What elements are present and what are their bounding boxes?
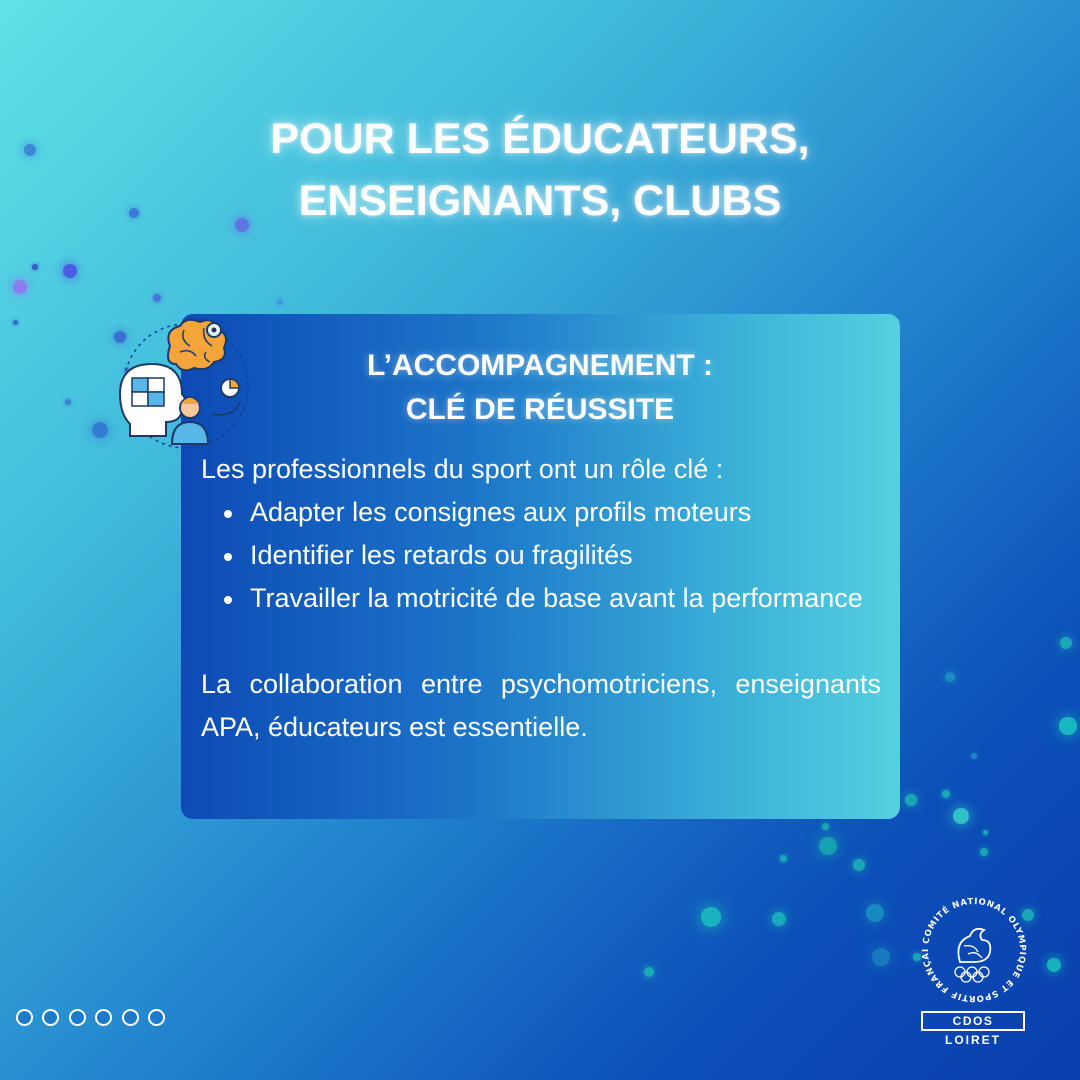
decorative-dot [905, 794, 917, 806]
decorative-dot [872, 948, 890, 966]
decorative-dot [644, 967, 654, 977]
card-intro: Les professionnels du sport ont un rôle clé : [201, 454, 724, 484]
bullet-item: Adapter les consignes aux profils moteurs [201, 491, 881, 534]
decorative-dot [819, 837, 837, 855]
decorative-dot [822, 823, 829, 830]
card-body [201, 448, 881, 749]
card-heading-line-1: L’ACCOMPAGNEMENT : [366, 349, 714, 382]
decorative-dot [1047, 958, 1061, 972]
puzzle-head-icon [120, 364, 186, 436]
page-title-line-2: ENSEIGNANTS, CLUBS [298, 177, 782, 225]
bullet-list [201, 491, 881, 620]
decorative-dot [13, 280, 27, 294]
decorative-dot [780, 855, 787, 862]
gear-icon [207, 323, 221, 337]
pagination-dot[interactable] [42, 1009, 59, 1026]
decorative-dot [866, 904, 884, 922]
pagination-dot[interactable] [69, 1009, 86, 1026]
card-heading [180, 344, 900, 432]
decorative-dot [971, 753, 977, 759]
decorative-dot [153, 294, 161, 302]
decorative-dot [945, 672, 955, 682]
decorative-dot [1060, 637, 1072, 649]
page-title-line-1: POUR LES ÉDUCATEURS, [270, 115, 810, 163]
decorative-dot [942, 790, 950, 798]
decorative-dot [953, 808, 969, 824]
decorative-dot [13, 320, 18, 325]
decorative-dot [980, 848, 988, 856]
card-closing: La collaboration entre psychomotriciens, enseignants APA, éducateurs est essentielle. [201, 669, 881, 742]
decorative-dot [853, 859, 865, 871]
decorative-dot [701, 907, 721, 927]
pagination-dot[interactable] [148, 1009, 165, 1026]
decorative-dot [277, 299, 283, 305]
decorative-dot [65, 399, 71, 405]
svg-text:COMITÉ NATIONAL OLYMPIQUE ET S: COMITÉ NATIONAL OLYMPIQUE ET SPORTIF FRANÇAI [920, 896, 1028, 1004]
pagination-dot[interactable] [95, 1009, 112, 1026]
cdos-logo [916, 892, 1036, 1052]
decorative-dot [92, 422, 108, 438]
cdos-label: CDOS [921, 1011, 1025, 1031]
card-heading-line-2: CLÉ DE RÉUSSITE [405, 393, 675, 426]
decorative-dot [1059, 717, 1077, 735]
bullet-item: Identifier les retards ou fragilités [201, 534, 881, 577]
pagination-dot[interactable] [122, 1009, 139, 1026]
bullet-item: Travailler la motricité de base avant la performance [201, 577, 881, 620]
decorative-dot [63, 264, 77, 278]
pagination-dot[interactable] [16, 1009, 33, 1026]
page-title [0, 108, 1080, 232]
decorative-dot [32, 264, 38, 270]
decorative-dot [772, 912, 786, 926]
cdos-city: LOIRET [945, 1033, 1001, 1047]
olympic-rooster-emblem [916, 892, 1036, 1008]
decorative-dot [983, 830, 988, 835]
